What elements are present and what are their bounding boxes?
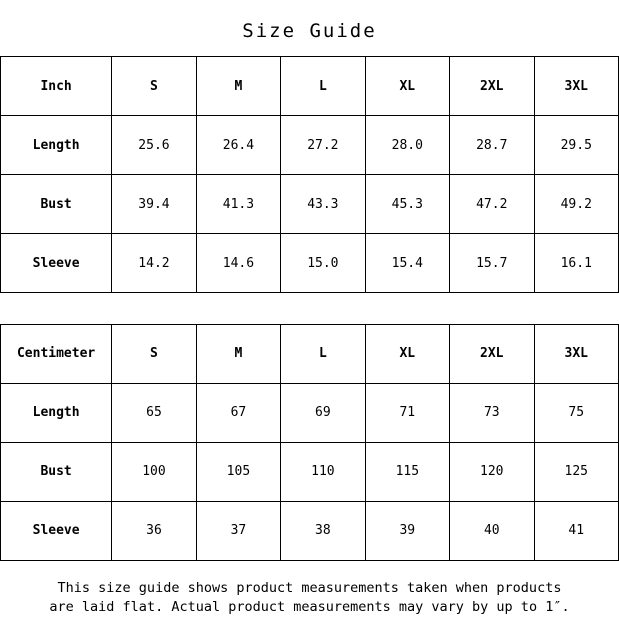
cell-bust-m: 105 bbox=[196, 442, 280, 501]
row-label-length: Length bbox=[1, 116, 112, 175]
column-header-3xl: 3XL bbox=[534, 57, 619, 116]
cell-length-3xl: 29.5 bbox=[534, 116, 619, 175]
cell-sleeve-l: 15.0 bbox=[281, 234, 365, 293]
row-label-sleeve: Sleeve bbox=[1, 501, 112, 560]
cell-bust-xl: 45.3 bbox=[365, 175, 449, 234]
cell-length-s: 25.6 bbox=[112, 116, 196, 175]
cell-bust-3xl: 49.2 bbox=[534, 175, 619, 234]
cell-sleeve-3xl: 16.1 bbox=[534, 234, 619, 293]
cell-sleeve-2xl: 40 bbox=[450, 501, 534, 560]
table-row bbox=[1, 442, 619, 501]
cell-sleeve-3xl: 41 bbox=[534, 501, 619, 560]
table-row bbox=[1, 175, 619, 234]
column-header-s: S bbox=[112, 324, 196, 383]
cell-length-m: 67 bbox=[196, 383, 280, 442]
cell-bust-xl: 115 bbox=[365, 442, 449, 501]
row-label-sleeve: Sleeve bbox=[1, 234, 112, 293]
footer-note-line-2: are laid flat. Actual product measurements may vary by up to 1″. bbox=[49, 599, 570, 616]
cell-bust-s: 100 bbox=[112, 442, 196, 501]
cell-bust-s: 39.4 bbox=[112, 175, 196, 234]
cell-length-m: 26.4 bbox=[196, 116, 280, 175]
cell-sleeve-m: 37 bbox=[196, 501, 280, 560]
footer-note bbox=[0, 561, 619, 618]
column-header-m: M bbox=[196, 57, 280, 116]
cell-length-l: 27.2 bbox=[281, 116, 365, 175]
cell-bust-3xl: 125 bbox=[534, 442, 619, 501]
cell-sleeve-xl: 39 bbox=[365, 501, 449, 560]
cell-length-s: 65 bbox=[112, 383, 196, 442]
table-header-row bbox=[1, 57, 619, 116]
column-header-2xl: 2XL bbox=[450, 324, 534, 383]
cell-sleeve-l: 38 bbox=[281, 501, 365, 560]
column-header-xl: XL bbox=[365, 57, 449, 116]
table-row bbox=[1, 116, 619, 175]
cell-bust-l: 43.3 bbox=[281, 175, 365, 234]
column-header-3xl: 3XL bbox=[534, 324, 619, 383]
column-header-m: M bbox=[196, 324, 280, 383]
cell-length-2xl: 73 bbox=[450, 383, 534, 442]
table-header-row bbox=[1, 324, 619, 383]
cell-bust-m: 41.3 bbox=[196, 175, 280, 234]
size-table-inch bbox=[0, 56, 619, 293]
cell-sleeve-xl: 15.4 bbox=[365, 234, 449, 293]
footer-note-line-1: This size guide shows product measurements taken when products bbox=[57, 579, 562, 596]
table-row bbox=[1, 234, 619, 293]
table-spacer bbox=[0, 293, 619, 324]
column-header-l: L bbox=[281, 324, 365, 383]
cell-sleeve-m: 14.6 bbox=[196, 234, 280, 293]
cell-sleeve-s: 14.2 bbox=[112, 234, 196, 293]
cell-bust-2xl: 120 bbox=[450, 442, 534, 501]
cell-bust-2xl: 47.2 bbox=[450, 175, 534, 234]
column-header-l: L bbox=[281, 57, 365, 116]
row-label-bust: Bust bbox=[1, 442, 112, 501]
cell-length-xl: 28.0 bbox=[365, 116, 449, 175]
cell-length-l: 69 bbox=[281, 383, 365, 442]
cell-length-2xl: 28.7 bbox=[450, 116, 534, 175]
column-header-s: S bbox=[112, 57, 196, 116]
unit-label-inch: Inch bbox=[1, 57, 112, 116]
row-label-bust: Bust bbox=[1, 175, 112, 234]
column-header-xl: XL bbox=[365, 324, 449, 383]
table-row bbox=[1, 383, 619, 442]
unit-label-centimeter: Centimeter bbox=[1, 324, 112, 383]
page-title: Size Guide bbox=[242, 20, 377, 42]
column-header-2xl: 2XL bbox=[450, 57, 534, 116]
row-label-length: Length bbox=[1, 383, 112, 442]
cell-sleeve-2xl: 15.7 bbox=[450, 234, 534, 293]
cell-bust-l: 110 bbox=[281, 442, 365, 501]
cell-sleeve-s: 36 bbox=[112, 501, 196, 560]
size-table-centimeter bbox=[0, 324, 619, 561]
cell-length-3xl: 75 bbox=[534, 383, 619, 442]
cell-length-xl: 71 bbox=[365, 383, 449, 442]
table-row bbox=[1, 501, 619, 560]
